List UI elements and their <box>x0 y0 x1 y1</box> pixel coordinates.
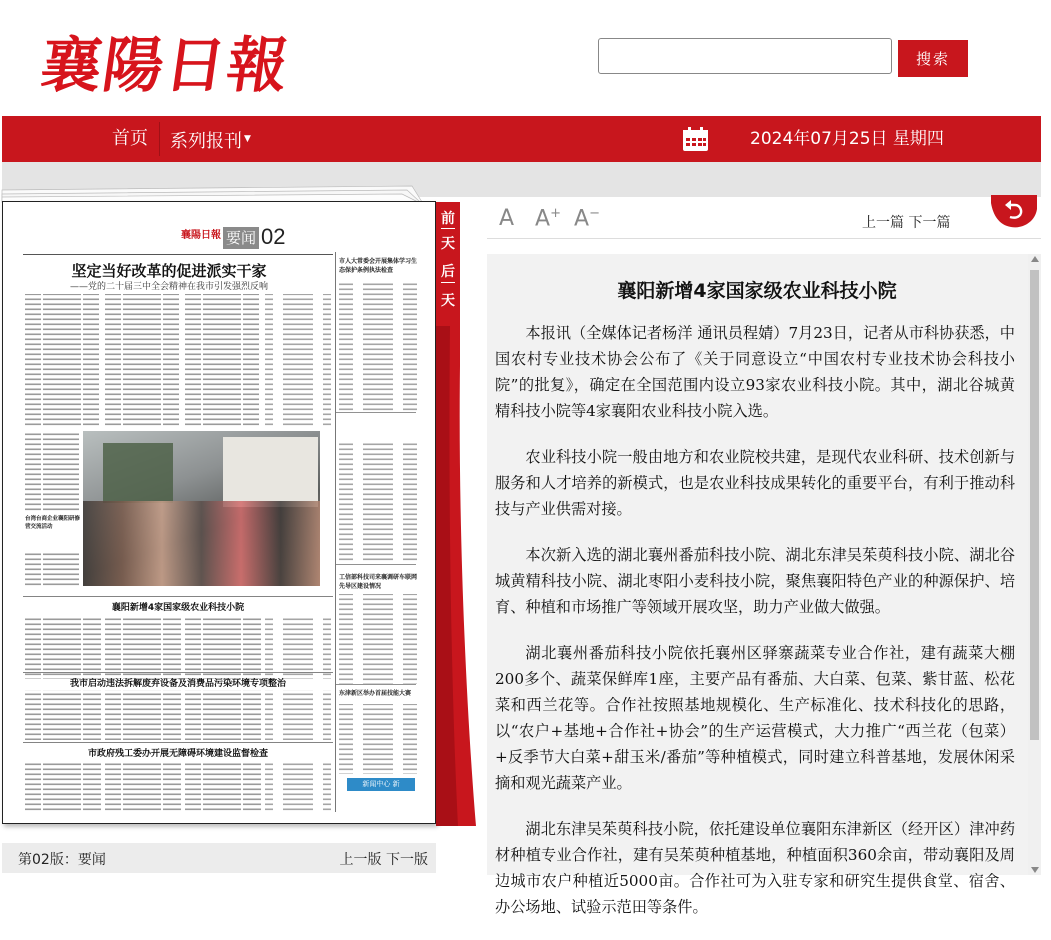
dropdown-caret-icon: ▼ <box>244 134 251 144</box>
page-headline-2[interactable]: 襄阳新增4家国家级农业科技小院 <box>111 603 245 613</box>
main-navbar <box>2 116 1041 162</box>
font-decrease-label: A <box>574 206 590 232</box>
page-info-label: 第02版：要闻 <box>18 852 106 868</box>
page-main-subhead: ——党的二十届三中全会精神在我市引发强烈反响 <box>69 282 268 292</box>
search-input[interactable] <box>598 38 892 74</box>
side-headline-3[interactable]: 东津新区举办首届技能大赛 <box>339 690 412 697</box>
article-paragraph: 农业科技小院一般由地方和农业院校共建，是现代农业科研、技术创新与服务和人才培养的新模式，也是农业科技成果转化的重要平台，有利于推动科技与产业供需对接。 <box>495 448 1015 518</box>
nav-series-label: 系列报刊 <box>170 131 242 152</box>
scroll-up-arrow-icon[interactable] <box>1031 256 1039 262</box>
issue-date: 2024年07月25日 星期四 <box>750 129 944 149</box>
search-button[interactable]: 搜索 <box>898 40 968 77</box>
side-headline-2[interactable]: 工信部科技司来襄调研车联网先导区建设情况 <box>339 574 418 590</box>
nav-series-dropdown[interactable] <box>162 116 259 162</box>
page-headline-3[interactable]: 我市启动违法拆解废弃设备及消费品污染环境专项整治 <box>69 679 286 689</box>
tab-divider <box>441 282 455 283</box>
site-logo-text: 襄陽日報 <box>36 31 295 101</box>
page-section-label: 要闻 <box>223 227 259 249</box>
article-paragraph: 湖北东津吴茱萸科技小院，依托建设单位襄阳东津新区（经开区）津冲药材种植专业合作社，建有吴茱萸种植基地，种植面积360余亩，带动襄阳及周边城市农户种植近5000亩。合作社可为入驻专家和研究生提供食堂、宿舍、办公场地、试验示范田等条件。 <box>495 820 1015 916</box>
article-pager[interactable]: 上一篇 下一篇 <box>862 215 951 231</box>
photo-caption: 台湾台商企业襄阳研修营交流活动 <box>25 516 81 530</box>
tab-divider <box>441 228 455 229</box>
tab-char: 天 <box>441 236 455 252</box>
article-paragraph: 本次新入选的湖北襄州番茄科技小院、湖北东津吴茱萸科技小院、湖北谷城黄精科技小院、湖北枣阳小麦科技小院，聚焦襄阳特色产业的种源保护、培育、种植和市场推广等领域开展攻坚，助力产业做大做强。 <box>495 546 1015 616</box>
nav-home-link[interactable] <box>104 116 156 162</box>
newspaper-mini-logo: 襄陽日報 <box>181 230 221 241</box>
newspaper-page-view[interactable] <box>2 201 436 824</box>
article-panel[interactable] <box>487 254 1041 916</box>
paper-stack-decoration <box>2 172 422 202</box>
page-headline-4[interactable]: 市政府残工委办开展无障碍环境建设监督检查 <box>87 749 268 759</box>
article-paragraph: 湖北襄州番茄科技小院依托襄州区驿寨蔬菜专业合作社，建有蔬菜大棚200多个、蔬菜保鲜库1座，主要产品有番茄、大白菜、包菜、紫甘蓝、松花菜和西兰花等。合作社按照基地规模化、生产标准化、技术科技化的思路，以“农户+基地+合作社+协会”的生产运营模式，大力推广“西兰花（包菜）+反季节大白菜+甜玉米/番茄”等种植模式，同时建立科普基地，发展休闲采摘和观光蔬菜产业。 <box>495 644 1015 792</box>
page-info-bar <box>2 843 436 873</box>
font-increase-label: A <box>535 206 551 232</box>
nav-divider <box>159 122 160 156</box>
page-curl-edge <box>436 326 476 826</box>
page-number: 02 <box>261 224 286 249</box>
scrollbar-thumb[interactable] <box>1030 270 1039 740</box>
tab-char: 后 <box>441 264 455 280</box>
font-increase-button[interactable] <box>535 206 561 231</box>
font-increase-sign: + <box>550 206 561 221</box>
tab-char: 前 <box>441 211 455 227</box>
side-headline-1[interactable]: 市人大常委会开展集体学习生态保护条例执法检查 <box>339 258 418 274</box>
news-photo <box>83 431 320 586</box>
site-logo[interactable] <box>36 18 295 101</box>
news-center-label: 新闻中心 新 <box>347 778 415 791</box>
font-decrease-button[interactable] <box>574 206 600 231</box>
page-pager[interactable]: 上一版 下一版 <box>339 852 428 868</box>
font-decrease-sign: − <box>589 206 600 221</box>
article-body <box>495 320 1015 940</box>
article-paragraph: 本报讯（全媒体记者杨洋 通讯员程婧）7月23日，记者从市科协获悉，中国农村专业技术协会公布了《关于同意设立“中国农村专业技术协会科技小院”的批复》，确定在全国范围内设立93家农业科技小院。其中，湖北谷城黄精科技小院等4家襄阳农业科技小院入选。 <box>495 324 1015 420</box>
calendar-icon[interactable] <box>682 126 709 152</box>
toolbar-divider <box>487 238 1041 239</box>
scroll-down-arrow-icon[interactable] <box>1031 867 1039 873</box>
article-scrollbar[interactable] <box>1028 254 1041 875</box>
back-arrow-icon[interactable] <box>991 195 1037 229</box>
tab-char: 天 <box>441 293 455 309</box>
prev-next-day-tab[interactable] <box>436 202 460 326</box>
font-normal-label: A <box>499 206 515 231</box>
page-main-headline[interactable]: 坚定当好改革的促进派实干家 <box>71 262 267 280</box>
article-title: 襄阳新增4家国家级农业科技小院 <box>617 280 897 302</box>
nav-home-label: 首页 <box>112 128 148 149</box>
font-normal-button[interactable] <box>499 206 514 231</box>
